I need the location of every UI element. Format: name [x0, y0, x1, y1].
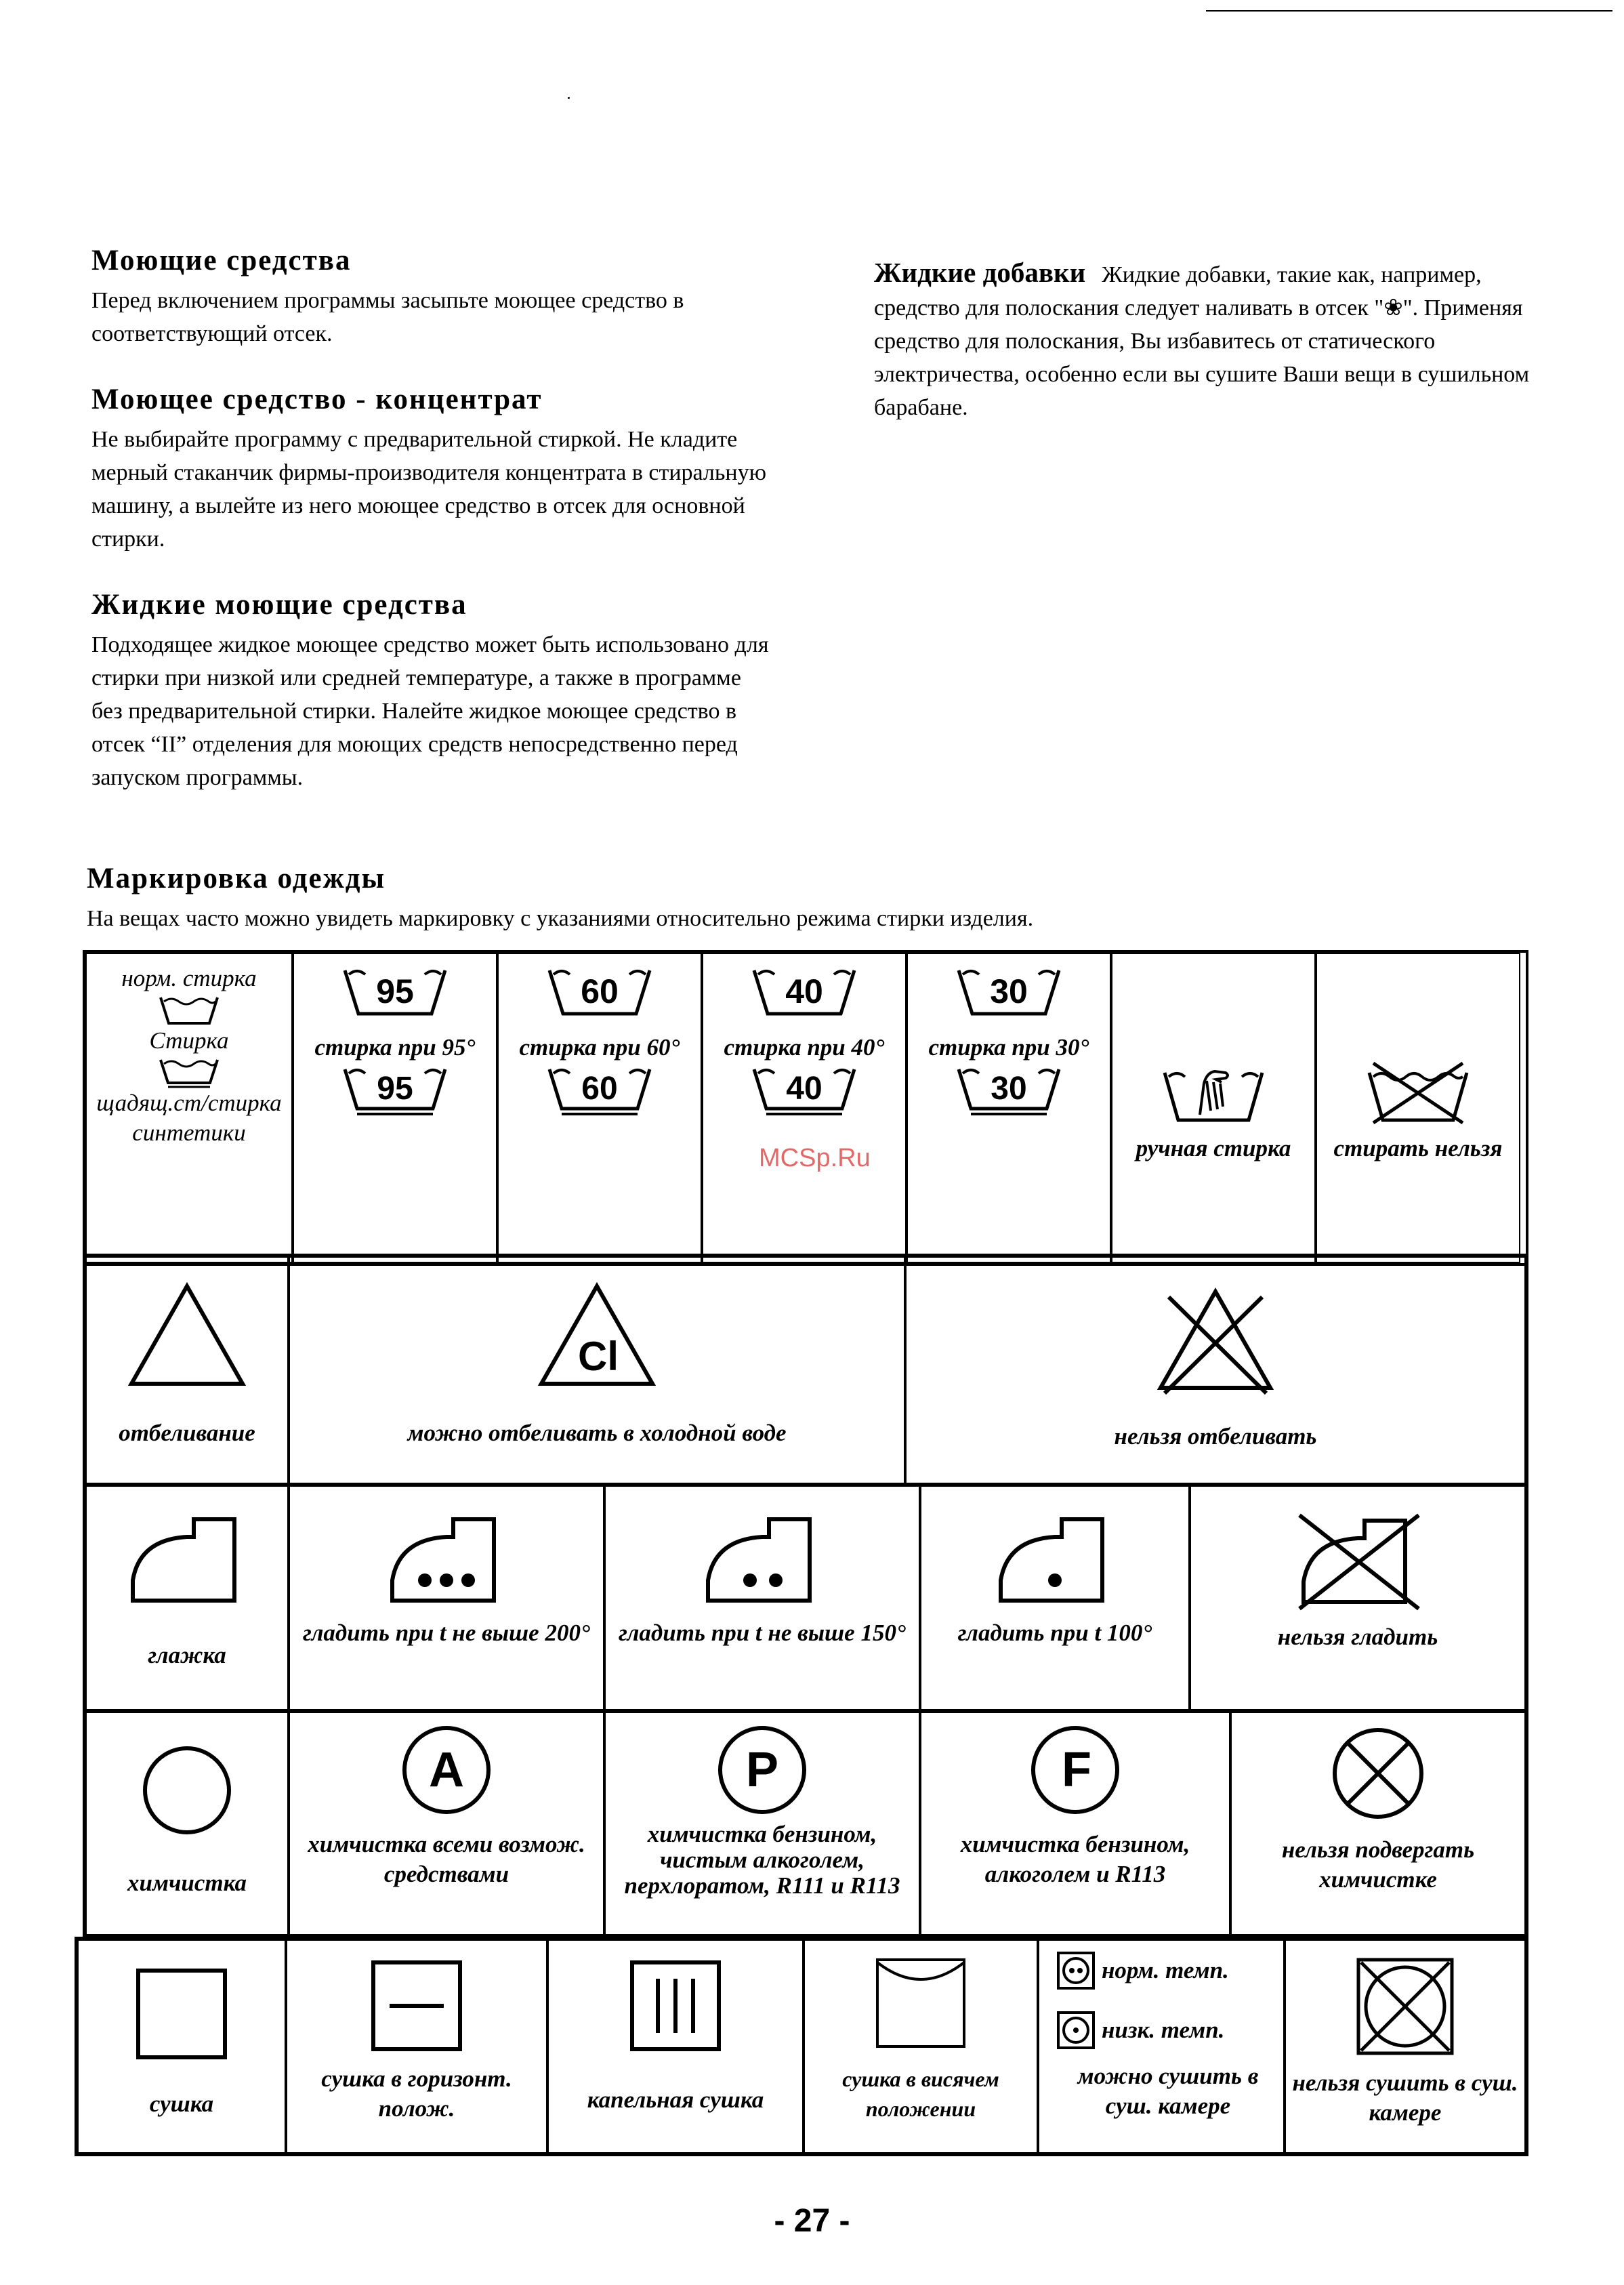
- tub-95-icon: [341, 964, 449, 1018]
- low-temp-legend: [1056, 2010, 1224, 2051]
- section-detergents: [91, 244, 823, 350]
- wash-norm-cell: [85, 953, 293, 1263]
- wash-hand-label: ручная стирка: [1136, 1135, 1291, 1161]
- tub-underline-icon: [159, 1056, 220, 1088]
- dc-a-cell: [289, 1712, 604, 1935]
- wash-30-label: стирка при 30°: [928, 1034, 1089, 1061]
- dry-no-tumble-label: нельзя сушить в суш. камере: [1292, 2070, 1518, 2126]
- circle-p-icon: [715, 1723, 810, 1817]
- iron-1-dot-icon: [994, 1512, 1116, 1607]
- dc-f-cell: [920, 1712, 1230, 1935]
- section-title: Жидкие моющие средства: [91, 589, 467, 621]
- iron-no-label: нельзя гладить: [1277, 1624, 1438, 1650]
- tub-30-icon: [955, 964, 1063, 1018]
- bleach-cell: [85, 1256, 289, 1484]
- wash-95-cell: [293, 953, 497, 1263]
- section-text: Подходящее жидкое моющее средство может быть использовано для стирки при низкой или средней температуре, а также в программе без предварительной стирки. Налейте жидкое моющее средство в отсек “II” отделения для моющих средств непосредственно перед запуском программы.: [91, 632, 769, 790]
- no-wash-icon: [1364, 1056, 1472, 1124]
- tub-40-icon: [750, 964, 858, 1018]
- dry-hang-label: сушка в висячем положении: [842, 2067, 999, 2121]
- section-text: Перед включением программы засыпьте моющее средство в соответствующий отсек.: [91, 288, 684, 346]
- wash-hand-cell: [1111, 953, 1316, 1263]
- tub-number: 40: [785, 972, 823, 1010]
- tub-number: 95: [377, 1071, 413, 1107]
- section-title: Моющее средство - концентрат: [91, 384, 543, 415]
- dc-cell: [85, 1712, 289, 1935]
- bleach-no-label: нельзя отбеливать: [1114, 1423, 1317, 1449]
- dry-tumble-cell: [1038, 1939, 1285, 2154]
- dc-no-cell: [1230, 1712, 1526, 1935]
- iron-100-cell: [920, 1485, 1190, 1710]
- square-icon: [134, 1967, 229, 2061]
- circle-letter: A: [429, 1743, 464, 1797]
- bleach-cold-label: можно отбеливать в холодной воде: [407, 1420, 787, 1446]
- no-dryclean-icon: [1327, 1723, 1429, 1824]
- tub-number: 60: [581, 972, 619, 1010]
- triangle-cl-icon: [536, 1281, 658, 1389]
- tumble-one-dot-icon: [1056, 2010, 1096, 2051]
- no-tumble-dry-icon: [1354, 1956, 1456, 2057]
- section-text: Жидкие добавки, такие как, например, средство для полоскания следует наливать в отсек "❀". Применяя средство для полоскания, Вы избавитесь от статического электричества, особенно если вы сушите Ваши вещи в сушильном барабане.: [874, 262, 1530, 420]
- wash-synthetic-label: щадящ.ст/стирка синтетики: [96, 1090, 282, 1146]
- norm-temp-label: норм. темп.: [1102, 1957, 1229, 1983]
- dry-cell: [77, 1939, 286, 2154]
- tub-number: 30: [990, 972, 1028, 1010]
- dc-f-label: химчистка бензином, алкоголем и R113: [960, 1831, 1190, 1887]
- dry-tumble-label: можно сушить в суш. камере: [1077, 2063, 1259, 2119]
- iron-icon: [126, 1512, 248, 1607]
- dry-flat-icon: [369, 1958, 464, 2053]
- dry-table: [75, 1937, 1528, 2156]
- section-title: Моющие средства: [91, 245, 352, 276]
- no-iron-icon: [1290, 1510, 1425, 1611]
- section-liquid: [91, 588, 769, 794]
- wash-40-label: стирка при 40°: [724, 1034, 885, 1061]
- section-title: Маркировка одежды: [87, 863, 386, 894]
- tub-number: 60: [581, 1071, 618, 1107]
- wash-95-label: стирка при 95°: [314, 1034, 476, 1061]
- speck: [568, 97, 570, 99]
- dry-drip-icon: [628, 1958, 723, 2053]
- no-bleach-icon: [1151, 1281, 1280, 1396]
- iron-150-cell: [604, 1485, 920, 1710]
- hand-wash-icon: [1159, 1056, 1268, 1124]
- tub-30-underline-icon: [955, 1063, 1063, 1117]
- tub-number: 40: [786, 1071, 823, 1107]
- bleach-no-cell: [905, 1256, 1526, 1484]
- bleach-table: [83, 1254, 1528, 1487]
- dc-p-label: химчистка бензином, чистым алкоголем, перхлоратом, R111 и R113: [624, 1821, 900, 1899]
- iron-table: [83, 1483, 1528, 1713]
- circle-letter: P: [745, 1743, 779, 1797]
- section-text: Не выбирайте программу с предварительной стиркой. Не кладите мерный стаканчик фирмы-производителя концентрата в стиральную машину, а вылейте из него моющее средство в отсек для основной стирки.: [91, 427, 766, 552]
- dry-label: сушка: [149, 2091, 214, 2117]
- circle-a-icon: [399, 1723, 494, 1817]
- wash-30-cell: [907, 953, 1111, 1263]
- section-text: На вещах часто можно увидеть маркировку с указаниями относительно режима стирки изделия.: [87, 906, 1034, 931]
- dc-p-cell: [604, 1712, 920, 1935]
- iron-label: глажка: [148, 1642, 226, 1668]
- tumble-two-dots-icon: [1056, 1950, 1096, 1991]
- dry-flat-label: сушка в горизонт. полож.: [321, 2065, 512, 2122]
- section-marking: [87, 862, 1543, 935]
- tub-60-underline-icon: [545, 1063, 654, 1117]
- iron-cell: [85, 1485, 289, 1710]
- section-title: Жидкие добавки: [874, 257, 1086, 288]
- circle-letter: F: [1062, 1743, 1091, 1797]
- iron-200-cell: [289, 1485, 604, 1710]
- dc-label: химчистка: [127, 1870, 247, 1896]
- cl-text: Cl: [578, 1334, 619, 1379]
- wash-gentle-label: Стирка: [149, 1027, 229, 1054]
- section-additives: [874, 256, 1565, 424]
- iron-100-label: гладить при t 100°: [957, 1620, 1152, 1646]
- dry-drip-label: капельная сушка: [587, 2086, 764, 2113]
- dc-a-label: химчистка всеми возмож. средствами: [308, 1831, 585, 1887]
- tub-number: 95: [376, 972, 414, 1010]
- iron-200-label: гладить при t не выше 200°: [303, 1620, 590, 1646]
- circle-icon: [140, 1743, 234, 1838]
- dry-no-tumble-cell: [1285, 1939, 1526, 2154]
- section-concentrate: [91, 383, 789, 556]
- low-temp-label: низк. темп.: [1102, 2017, 1225, 2043]
- wash-no-cell: [1316, 953, 1520, 1263]
- iron-150-label: гладить при t не выше 150°: [619, 1620, 906, 1646]
- bleach-label: отбеливание: [119, 1420, 255, 1446]
- page-number: - 27 -: [774, 2203, 850, 2239]
- wash-40-cell: [702, 953, 907, 1263]
- dry-hang-icon: [873, 1956, 968, 2051]
- norm-temp-legend: [1056, 1950, 1229, 1991]
- tub-number: 30: [991, 1071, 1027, 1107]
- dry-hang-cell: [804, 1939, 1038, 2154]
- wash-60-cell: [497, 953, 702, 1263]
- tub-95-underline-icon: [341, 1063, 449, 1117]
- iron-3-dots-icon: [386, 1512, 507, 1607]
- watermark: MCSp.Ru: [759, 1144, 871, 1172]
- wash-norm-label: норм. стирка: [121, 965, 257, 991]
- tub-icon: [159, 993, 220, 1026]
- wash-table: [83, 950, 1528, 1266]
- dryclean-table: [83, 1709, 1528, 1938]
- tub-60-icon: [545, 964, 654, 1018]
- top-rule: [1206, 10, 1612, 12]
- iron-2-dots-icon: [701, 1512, 823, 1607]
- wash-no-label: стирать нельзя: [1333, 1135, 1503, 1161]
- dry-drip-cell: [547, 1939, 804, 2154]
- bleach-cold-cell: [289, 1256, 905, 1484]
- triangle-icon: [126, 1281, 248, 1389]
- dc-no-label: нельзя подвергать химчистке: [1281, 1836, 1475, 1893]
- wash-60-label: стирка при 60°: [519, 1034, 680, 1061]
- circle-f-icon: [1028, 1723, 1123, 1817]
- tub-40-underline-icon: [750, 1063, 858, 1117]
- dry-flat-cell: [286, 1939, 547, 2154]
- iron-no-cell: [1190, 1485, 1526, 1710]
